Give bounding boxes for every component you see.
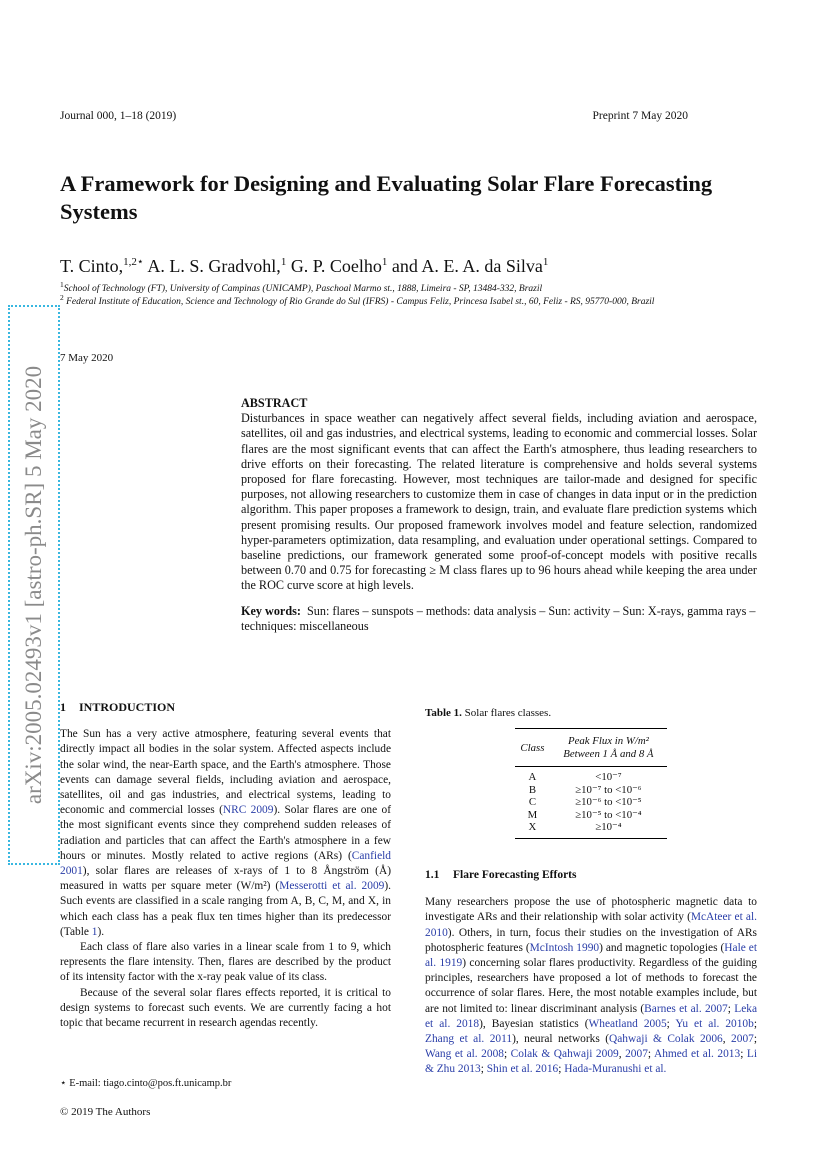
subsection-number: 1.1	[425, 869, 440, 881]
subsection-title: Flare Forecasting Efforts	[453, 869, 577, 881]
cell-flux: ≥10⁻⁵ to <10⁻⁴	[575, 808, 642, 821]
citation-link[interactable]: Zhang et al. 2011	[425, 1033, 513, 1046]
paragraph: Because of the several solar flares effects reported, it is critical to design systems to forecast such events. We are currently facing a hot topic that became recurrent in research agendas recently.	[60, 986, 391, 1030]
table-caption-text: Solar flares classes.	[461, 707, 552, 719]
citation-link[interactable]: NRC 2009	[222, 804, 274, 817]
paragraph-text: ), solar flares are releases of x-rays of 1 to 8 Ångström (Å) measured in watts per square meter (W/m²) (	[60, 865, 391, 893]
affiliation	[60, 293, 654, 307]
author-list	[60, 255, 548, 277]
paper-title: A Framework for Designing and Evaluating Solar Flare Forecasting Systems	[60, 171, 713, 224]
citation-link[interactable]: Barnes et al. 2007	[644, 1002, 728, 1015]
column-header-class: Class	[515, 729, 550, 767]
preprint-date: Preprint 7 May 2020	[592, 110, 688, 122]
flux-header-line2: Between 1 Å and 8 Å	[563, 748, 654, 760]
table-header-row	[515, 729, 667, 767]
affiliation-mark: 2	[60, 293, 64, 302]
cell-class: X	[515, 821, 550, 838]
author-name: T. Cinto,	[60, 256, 124, 276]
citation-link[interactable]: Wheatland 2005	[588, 1017, 667, 1030]
arxiv-stamp[interactable]	[8, 305, 60, 865]
paper-date: 7 May 2020	[60, 352, 114, 364]
citation-link[interactable]: McIntosh 1990	[529, 941, 600, 954]
cell-class: C	[528, 796, 537, 808]
table-row	[515, 809, 667, 822]
cell-flux: <10⁻⁷	[595, 771, 622, 783]
table-label: Table 1.	[425, 707, 462, 719]
solar-flare-classes-table	[515, 728, 667, 839]
journal-header: Journal 000, 1–18 (2019)	[60, 110, 177, 122]
affiliation-text: School of Technology (FT), University of Campinas (UNICAMP), Paschoal Marmo st., 1888, Limeira - SP, 13484-332, Brazil	[63, 284, 543, 295]
keywords	[241, 604, 757, 634]
table-caption	[425, 707, 551, 719]
author-affil-mark: 1	[381, 256, 388, 268]
cell-flux: ≥10⁻⁷ to <10⁻⁶	[575, 783, 642, 796]
flare-forecasting-section	[425, 868, 757, 1078]
paragraph: Many researchers propose the use of photospheric magnetic data to investigate ARs and their relationship with solar activity (McAteer et al. 2010). Others, in turn, focus their studies on the investigation of ARs photospheric features (McIntosh 1990) and magnetic topologies (Hale et al. 1919) concerning solar flares productivity. Regardless of the guiding principles, researchers have proposed a lot of methods to forecast the occurrence of solar flares. Here, the most notable examples include, but are not limited to: linear discriminant analysis (Barnes et al. 2007; Leka et al. 2018), Bayesian statistics (Wheatland 2005; Yu et al. 2010b; Zhang et al. 2011), neural networks (Qahwaji & Colak 2006, 2007; Wang et al. 2008; Colak & Qahwaji 2009, 2007; Ahmed et al. 2013; Li & Zhu 2013; Shin et al. 2016; Hada-Muranushi et al.	[425, 896, 758, 1076]
table-reference-link[interactable]: 1	[91, 925, 98, 938]
citation-link[interactable]: Canfield 2001	[60, 849, 391, 878]
author-name: G. P. Coelho	[286, 256, 382, 276]
citation-link[interactable]: Shin et al. 2016	[486, 1063, 559, 1076]
subsection-heading	[425, 868, 757, 883]
abstract-text: Disturbances in space weather can negatively affect several fields, including aviation and aerospace, satellites, oil and gas industries, and electrical systems, leading to economic and commercial losses. Solar flares are the most significant events that can affect the Earth's atmosphere, thus leading researchers to drive efforts on their forecasting. The related literature is comprehensive and holds several systems proposed for flare forecasting. However, most techniques are tailor-made and designed for specific purposes, not allowing researchers to customize them in case of changes in data input or in the prediction algorithm. This paper proposes a framework to design, train, and evaluate flare prediction systems which present promising results. Our proposed framework involves model and feature selection, randomized hyper-parameters optimization, data resampling, and evaluation under operational settings. Compared to baseline predictions, our framework generated some proof-of-concept models with positive recalls between 0.70 and 0.75 for forecasting ≥ M class flares up to 96 hours ahead while keeping the area under the ROC curve score at high levels.	[241, 411, 757, 593]
cell-flux: ≥10⁻⁶ to <10⁻⁵	[575, 796, 642, 808]
table-row	[515, 767, 667, 784]
cell-class: B	[528, 783, 537, 796]
paragraph-text: ). Such events are classified in a scale ranging from A, B, C, M, and X, in which each class has a peak flux ten times higher than its predecessor (Table	[60, 880, 391, 938]
footnote-email: ⋆ E-mail: tiago.cinto@pos.ft.unicamp.br	[60, 1078, 232, 1089]
citation-link[interactable]: Colak & Qahwaji 2009	[510, 1048, 619, 1061]
citation-link[interactable]: Li & Zhu 2013	[425, 1048, 758, 1076]
paragraph-text: The Sun has a very active atmosphere, featuring several events that directly impact all bodies in the solar system. Affected aspects include the solar wind, the near-Earth space, and the Earth's atmosphere. Those events can damage several fields, including aviation and aerospace, satellites, oil and gas industries, and electrical systems, leading to economic and commercial losses (	[60, 728, 391, 817]
keywords-label: Key words:	[241, 603, 301, 618]
flux-header-line1: Peak Flux in W/m²	[567, 735, 649, 747]
affiliation-text: Federal Institute of Education, Science and Technology of Rio Grande do Sul (IFRS) - Campus Feliz, Princesa Isabel st., 60, Feliz - RS, 95770-000, Brazil	[63, 297, 655, 308]
citation-link[interactable]: Yu et al. 2010b	[675, 1017, 754, 1030]
author-affil-mark: 1,2⋆	[123, 256, 144, 268]
author-affil-mark: 1	[280, 256, 287, 268]
abstract	[241, 396, 757, 634]
cell-class: M	[527, 808, 538, 821]
table-row	[515, 784, 667, 797]
paragraph: Each class of flare also varies in a linear scale from 1 to 9, which represents the flare intensity. Then, flares are described by the product of its intensity factor with the x-ray peak value of its class.	[60, 941, 391, 984]
citation-link[interactable]: Messerotti et al. 2009	[279, 880, 385, 893]
keywords-text: Sun: flares – sunspots – methods: data analysis – Sun: activity – Sun: X-rays, gamma rays – techniques: miscellaneous	[241, 603, 756, 633]
copyright-notice: © 2019 The Authors	[60, 1106, 151, 1118]
paragraph-text: ). Solar flares are one of the most significant events since they comprehend sudden releases of radiation and particles that can affect the Earth's atmosphere in a few hours or minutes. Mostly related to active regions (ARs) (	[60, 804, 392, 862]
citation-link[interactable]: Hada-Muranushi et al.	[564, 1063, 667, 1076]
citation-link[interactable]: 2007	[625, 1048, 648, 1061]
introduction-section	[60, 700, 391, 1031]
citation-link[interactable]: Qahwaji & Colak 2006	[609, 1033, 723, 1046]
citation-link[interactable]: McAteer et al. 2010	[425, 911, 757, 939]
citation-link[interactable]: Hale et al. 1919	[425, 941, 757, 970]
author-affil-mark: 1	[542, 256, 549, 268]
author-name: A. L. S. Gradvohl,	[143, 256, 281, 276]
affiliation-mark: 1	[60, 280, 64, 289]
author-name: and A. E. A. da Silva	[387, 256, 543, 276]
table-row	[515, 796, 667, 809]
section-title: INTRODUCTION	[79, 700, 176, 714]
cell-flux: ≥10⁻⁴	[550, 821, 667, 838]
column-header-flux	[550, 729, 667, 767]
abstract-heading: ABSTRACT	[241, 396, 308, 410]
citation-link[interactable]: Ahmed et al. 2013	[653, 1048, 741, 1061]
section-heading	[60, 700, 391, 715]
paragraph-text: ).	[97, 925, 105, 938]
citation-link[interactable]: Leka et al. 2018	[425, 1002, 757, 1030]
section-number: 1	[60, 700, 66, 714]
table-row	[515, 821, 667, 838]
cell-class: A	[528, 771, 537, 783]
citation-link[interactable]: Wang et al. 2008	[425, 1048, 504, 1061]
paragraph	[60, 727, 391, 940]
arxiv-identifier[interactable]: arXiv:2005.02493v1 [astro-ph.SR] 5 May 2020	[21, 365, 46, 805]
citation-link[interactable]: 2007	[731, 1033, 754, 1046]
